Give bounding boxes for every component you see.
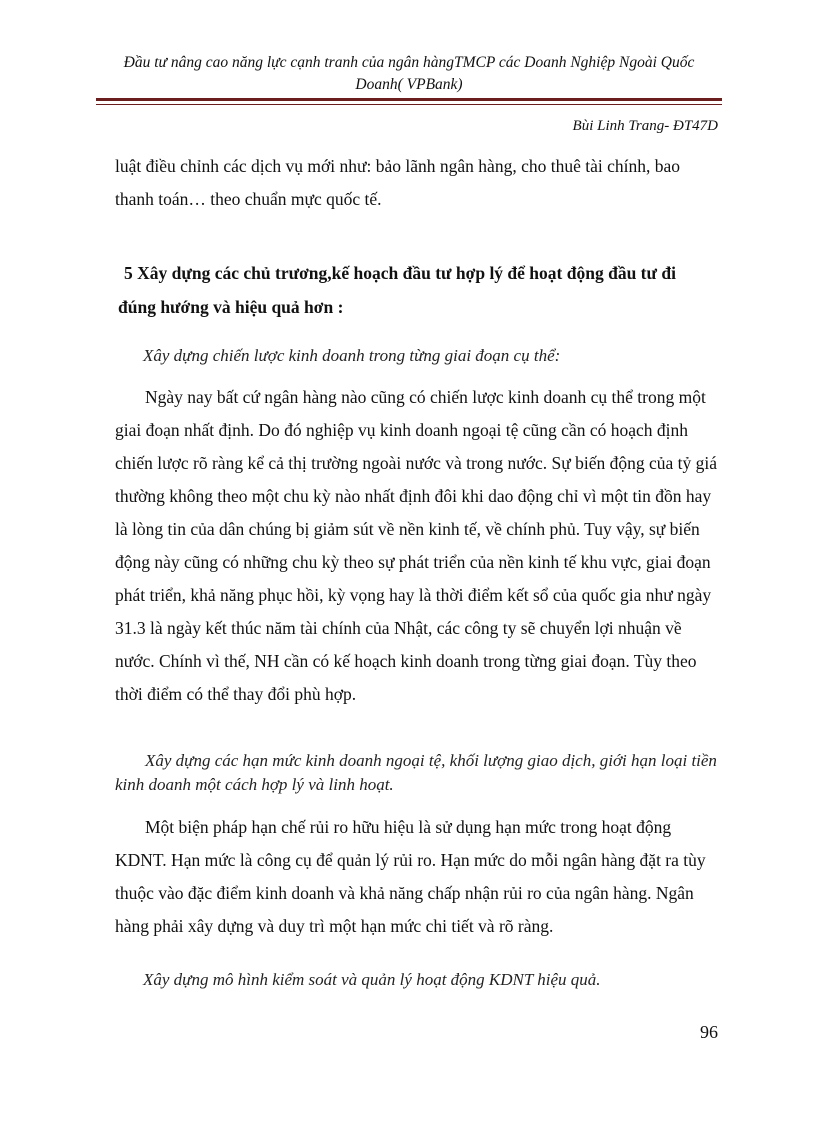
running-header-author: Bùi Linh Trang- ĐT47D: [572, 118, 718, 134]
section-heading-line-1: 5 Xây dựng các chủ trương,kế hoạch đầu tư hợp lý để hoạt động đầu tư đi: [124, 263, 676, 283]
paragraph-limits: Một biện pháp hạn chế rủi ro hữu hiệu là sử dụng hạn mức trong hoạt động KDNT. Hạn mức là công cụ để quản lý rủi ro. Hạn mức do mỗi ngân hàng đặt ra tùy thuộc vào đặc điểm kinh doanh và khả năng chấp nhận rủi ro của ngân hàng. Ngân hàng phải xây dựng và duy trì một hạn mức chi tiết và rõ ràng.: [115, 817, 706, 936]
paragraph-strategy: Ngày nay bất cứ ngân hàng nào cũng có chiến lược kinh doanh cụ thể trong một giai đoạn nhất định. Do đó nghiệp vụ kinh doanh ngoại tệ cũng cần có hoạch định chiến lược rõ ràng kể cả thị trường ngoài nước và trong nước. Sự biến động của tỷ giá thường không theo một chu kỳ nào nhất định đôi khi dao động chỉ vì một tin đồn hay là lòng tin của dân chúng bị giảm sút về nền kinh tế, về chính phủ. Tuy vậy, sự biến động này cũng có những chu kỳ theo sự phát triển của nền kinh tế khu vực, giai đoạn phát triển, khả năng phục hồi, kỳ vọng hay là thời điểm kết sổ của quốc gia như ngày 31.3 là ngày kết thúc năm tài chính của Nhật, các công ty sẽ chuyển lợi nhuận về nước. Chính vì thế, NH cần có kế hoạch kinh doanh trong từng giai đoạn. Tùy theo thời điểm có thể thay đổi phù hợp.: [115, 387, 717, 704]
section-heading: [118, 256, 723, 324]
running-header-title: Đầu tư nâng cao năng lực cạnh tranh của ngân hàngTMCP các Doanh Nghiệp Ngoài Quốc Doanh( VPBank): [123, 54, 695, 93]
header-rule-thin: [96, 104, 722, 105]
intro-paragraph: luật điều chỉnh các dịch vụ mới như: bảo lãnh ngân hàng, cho thuê tài chính, bao thanh toán… theo chuẩn mực quốc tế.: [115, 156, 680, 209]
section-heading-line-2: đúng hướng và hiệu quả hơn :: [118, 297, 344, 317]
header-rule-thick: [96, 98, 722, 101]
subheading-strategy: Xây dựng chiến lược kinh doanh trong từng giai đoạn cụ thể:: [143, 346, 561, 365]
page-number: 96: [700, 1022, 718, 1042]
subheading-limits: Xây dựng các hạn mức kinh doanh ngoại tệ, khối lượng giao dịch, giới hạn loại tiền kinh doanh một cách hợp lý và linh hoạt.: [115, 751, 717, 794]
subheading-control-model: Xây dựng mô hình kiểm soát và quản lý hoạt động KDNT hiệu quả.: [143, 970, 601, 989]
